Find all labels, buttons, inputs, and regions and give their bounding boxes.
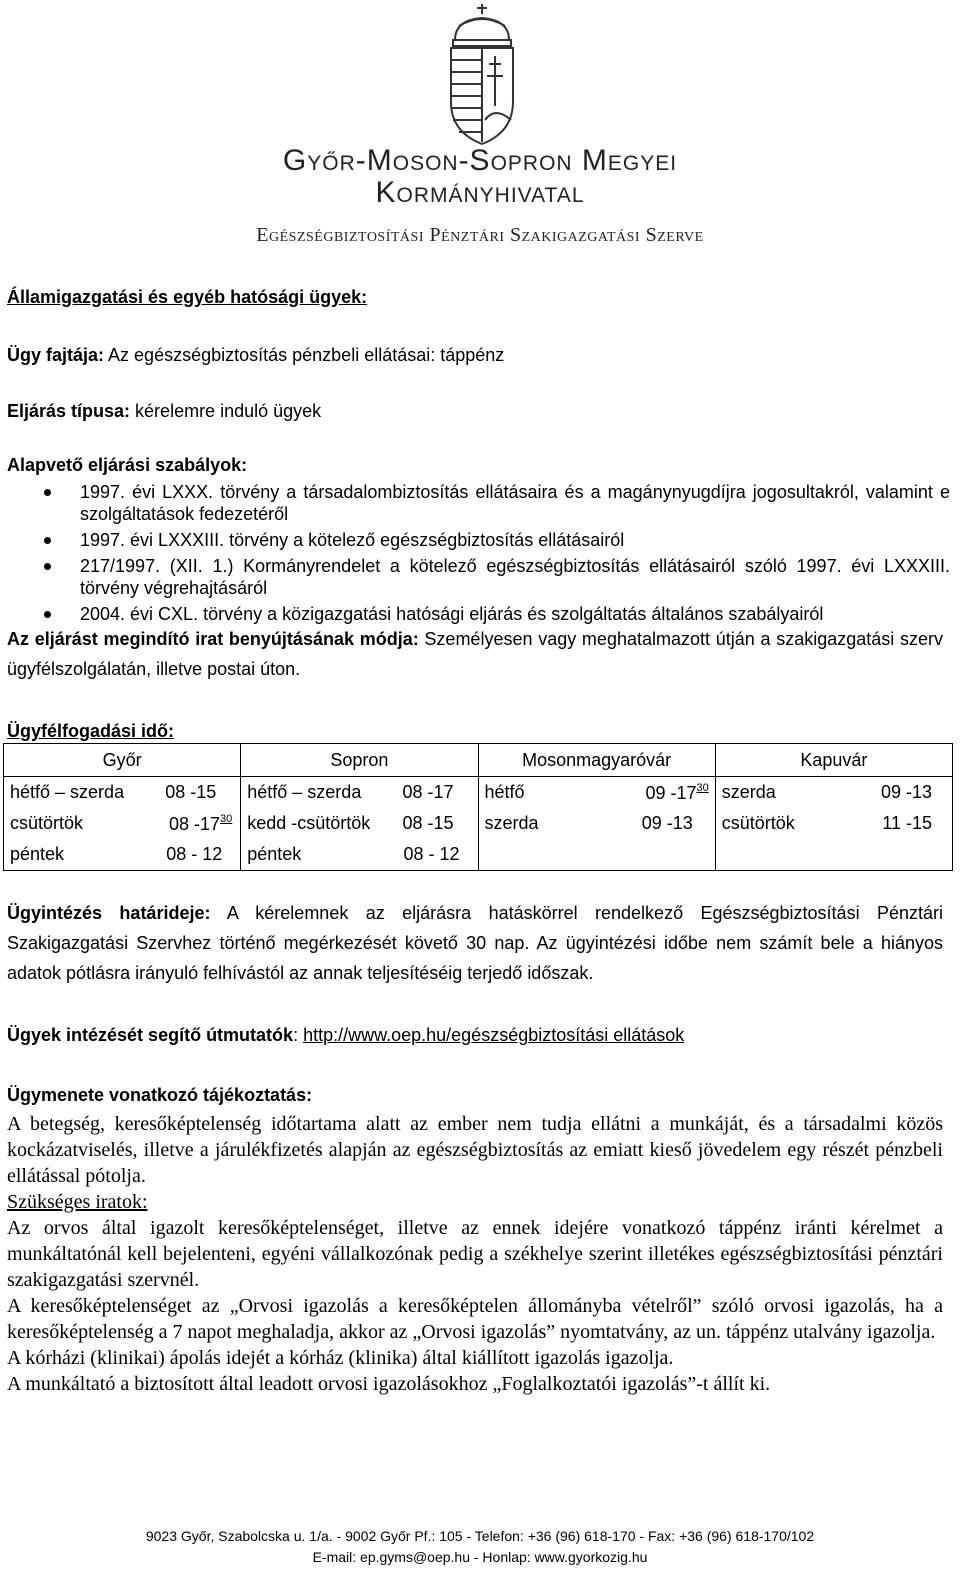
info-block <box>7 1111 943 1397</box>
column-header-sopron: Sopron <box>241 744 478 777</box>
submission-paragraph <box>7 624 943 684</box>
submission-label: Az eljárást megindító irat benyújtásának módja: <box>7 629 419 649</box>
table-cell <box>4 839 241 871</box>
law-item: 1997. évi LXXX. törvény a társadalombiztosítás ellátásaira és a magánynyugdíjra jogosultakról, valamint e szolgáltatások fedezetéről <box>0 481 950 525</box>
day-label: szerda <box>484 813 539 833</box>
time-minutes: 30 <box>696 781 709 794</box>
day-label: hétfő <box>484 781 525 802</box>
info-paragraph: A betegség, keresőképtelenség időtartama alatt az ember nem tudja ellátni a munkáját, és a társadalmi közös kockázatviselés, illetve a járulékfizetés alapján az egészségbiztosítás az emiatt kieső jövedelem egy részét pénzbeli ellátással pótolja. <box>7 1113 943 1187</box>
column-header-gyor: Győr <box>4 744 241 777</box>
time-value: 08 - 12 <box>166 844 223 864</box>
procedure-type <box>7 400 321 422</box>
time-value: 09 -17 <box>645 782 697 803</box>
org-name-line2: Kormányhivatal <box>375 176 585 209</box>
case-type-label: Ügy fajtája: <box>7 345 105 365</box>
day-label: kedd -csütörtök <box>247 813 371 833</box>
time-value: 08 -17 <box>402 782 454 802</box>
day-label: csütörtök <box>721 813 795 833</box>
info-title: Ügymenete vonatkozó tájékoztatás: <box>7 1085 313 1105</box>
time-value: 11 -15 <box>882 813 932 833</box>
office-hours-table <box>3 743 953 871</box>
day-label: hétfő – szerda <box>10 782 125 802</box>
guides-line <box>7 1024 684 1046</box>
org-subheader: Egészségbiztosítási Pénztári Szakigazgatási Szerve <box>256 224 704 246</box>
footer-contact: E-mail: ep.gyms@oep.hu - Honlap: www.gyorkozig.hu <box>312 1549 648 1565</box>
info-paragraph: A kórházi (klinikai) ápolás idejét a kórház (klinika) által kiállított igazolás igazolja. <box>7 1347 674 1369</box>
info-paragraph: Az orvos által igazolt keresőképtelenséget, illetve az ennek idejére vonatkozó táppénz iránti kérelmet a munkáltatónál kell bejelenteni, egyéni vállalkozónak pedig a székhelye szerint illetékes egészségbiztosítási pénztári szakigazgatási szervnél. <box>7 1217 943 1291</box>
table-cell <box>241 839 478 871</box>
table-cell <box>478 808 715 839</box>
table-cell <box>478 777 715 809</box>
law-item: 1997. évi LXXXIII. törvény a kötelező egészségbiztosítás ellátásairól <box>0 529 950 551</box>
table-cell <box>715 808 952 839</box>
deadline-label-rest: határideje: <box>102 903 211 923</box>
table-cell <box>715 777 952 809</box>
law-list <box>0 481 950 629</box>
deadline-label <box>7 903 210 923</box>
guides-colon: : <box>293 1025 304 1045</box>
column-header-kapuvar: Kapuvár <box>715 744 952 777</box>
org-name-line1: Győr-Moson-Sopron Megyei <box>282 144 678 177</box>
footer-address: 9023 Győr, Szabolcska u. 1/a. - 9002 Győr Pf.: 105 - Telefon: +36 (96) 618-170 - Fax: +36 (96) 618-170/102 <box>145 1528 815 1544</box>
guides-label: Ügyek intézését segítő útmutatók <box>7 1025 294 1045</box>
basic-rules-title: Alapvető eljárási szabályok: <box>7 455 248 475</box>
submission-text: Személyesen vagy meghatalmazott útján a szakigazgatási szerv ügyfélszolgálatán, illetve postai úton. <box>7 629 943 679</box>
procedure-type-label: Eljárás típusa: <box>7 401 131 421</box>
time-value: 08 -15 <box>165 782 217 802</box>
case-type <box>7 344 504 366</box>
day-label: hétfő – szerda <box>247 782 362 802</box>
day-label: szerda <box>721 782 776 802</box>
time-value: 08 -17 <box>168 813 220 834</box>
time-value: 09 -13 <box>641 813 693 833</box>
table-cell <box>4 808 241 839</box>
info-paragraph: A munkáltató a biztosított által leadott orvosi igazolásokhoz „Foglalkoztatói igazolás”-t állít ki. <box>7 1373 771 1395</box>
time-value: 08 - 12 <box>403 844 460 864</box>
time-value: 09 -13 <box>880 782 932 802</box>
table-cell <box>478 839 715 871</box>
coat-of-arms-logo <box>433 2 531 146</box>
case-type-value: Az egészségbiztosítás pénzbeli ellátásai: táppénz <box>104 345 505 365</box>
table-cell <box>4 777 241 809</box>
column-header-mosonmagyarovar: Mosonmagyaróvár <box>478 744 715 777</box>
procedure-type-value: kérelemre induló ügyek <box>130 401 322 421</box>
time-minutes: 30 <box>220 812 233 825</box>
table-cell <box>715 839 952 871</box>
table-row <box>4 839 953 871</box>
section-title: Államigazgatási és egyéb hatósági ügyek: <box>7 287 368 307</box>
guides-link[interactable]: http://www.oep.hu/egészségbiztosítási ellátások <box>303 1025 685 1045</box>
law-item: 2004. évi CXL. törvény a közigazgatási hatósági eljárás és szolgáltatás általános szabályairól <box>0 603 950 625</box>
required-documents-title: Szükséges iratok: <box>7 1191 148 1213</box>
deadline-label-word: Ügyintézés <box>7 903 103 923</box>
law-item: 217/1997. (XII. 1.) Kormányrendelet a kötelező egészségbiztosítás ellátásairól szóló 1997. évi LXXXIII. törvény végrehajtásáról <box>0 555 950 599</box>
info-paragraph: A keresőképtelenséget az „Orvosi igazolás a keresőképtelen állományba vételről” szóló orvosi igazolás, ha a keresőképtelenség a 7 napot meghaladja, akkor az „Orvosi igazolás” nyomtatvány, az un. táppénz utalvány igazolja. <box>7 1295 943 1343</box>
table-cell <box>241 808 478 839</box>
day-label: csütörtök <box>10 812 84 833</box>
office-hours-title: Ügyfélfogadási idő: <box>7 721 175 741</box>
table-cell <box>241 777 478 809</box>
table-row <box>4 808 953 839</box>
deadline-text: A kérelemnek az eljárásra hatáskörrel rendelkező Egészségbiztosítási Pénztári Szakigazgatási Szervhez történő megérkezését követő 30 nap. Az ügyintézési időbe nem számít bele a hiányos adatok pótlásra irányuló felhívástól az annak teljesítéséig terjedő időszak. <box>7 903 943 983</box>
time-value: 08 -15 <box>402 813 454 833</box>
day-label: péntek <box>10 844 65 864</box>
day-label: péntek <box>247 844 302 864</box>
deadline-paragraph <box>7 898 943 988</box>
table-row <box>4 777 953 809</box>
table-header-row <box>4 744 953 777</box>
